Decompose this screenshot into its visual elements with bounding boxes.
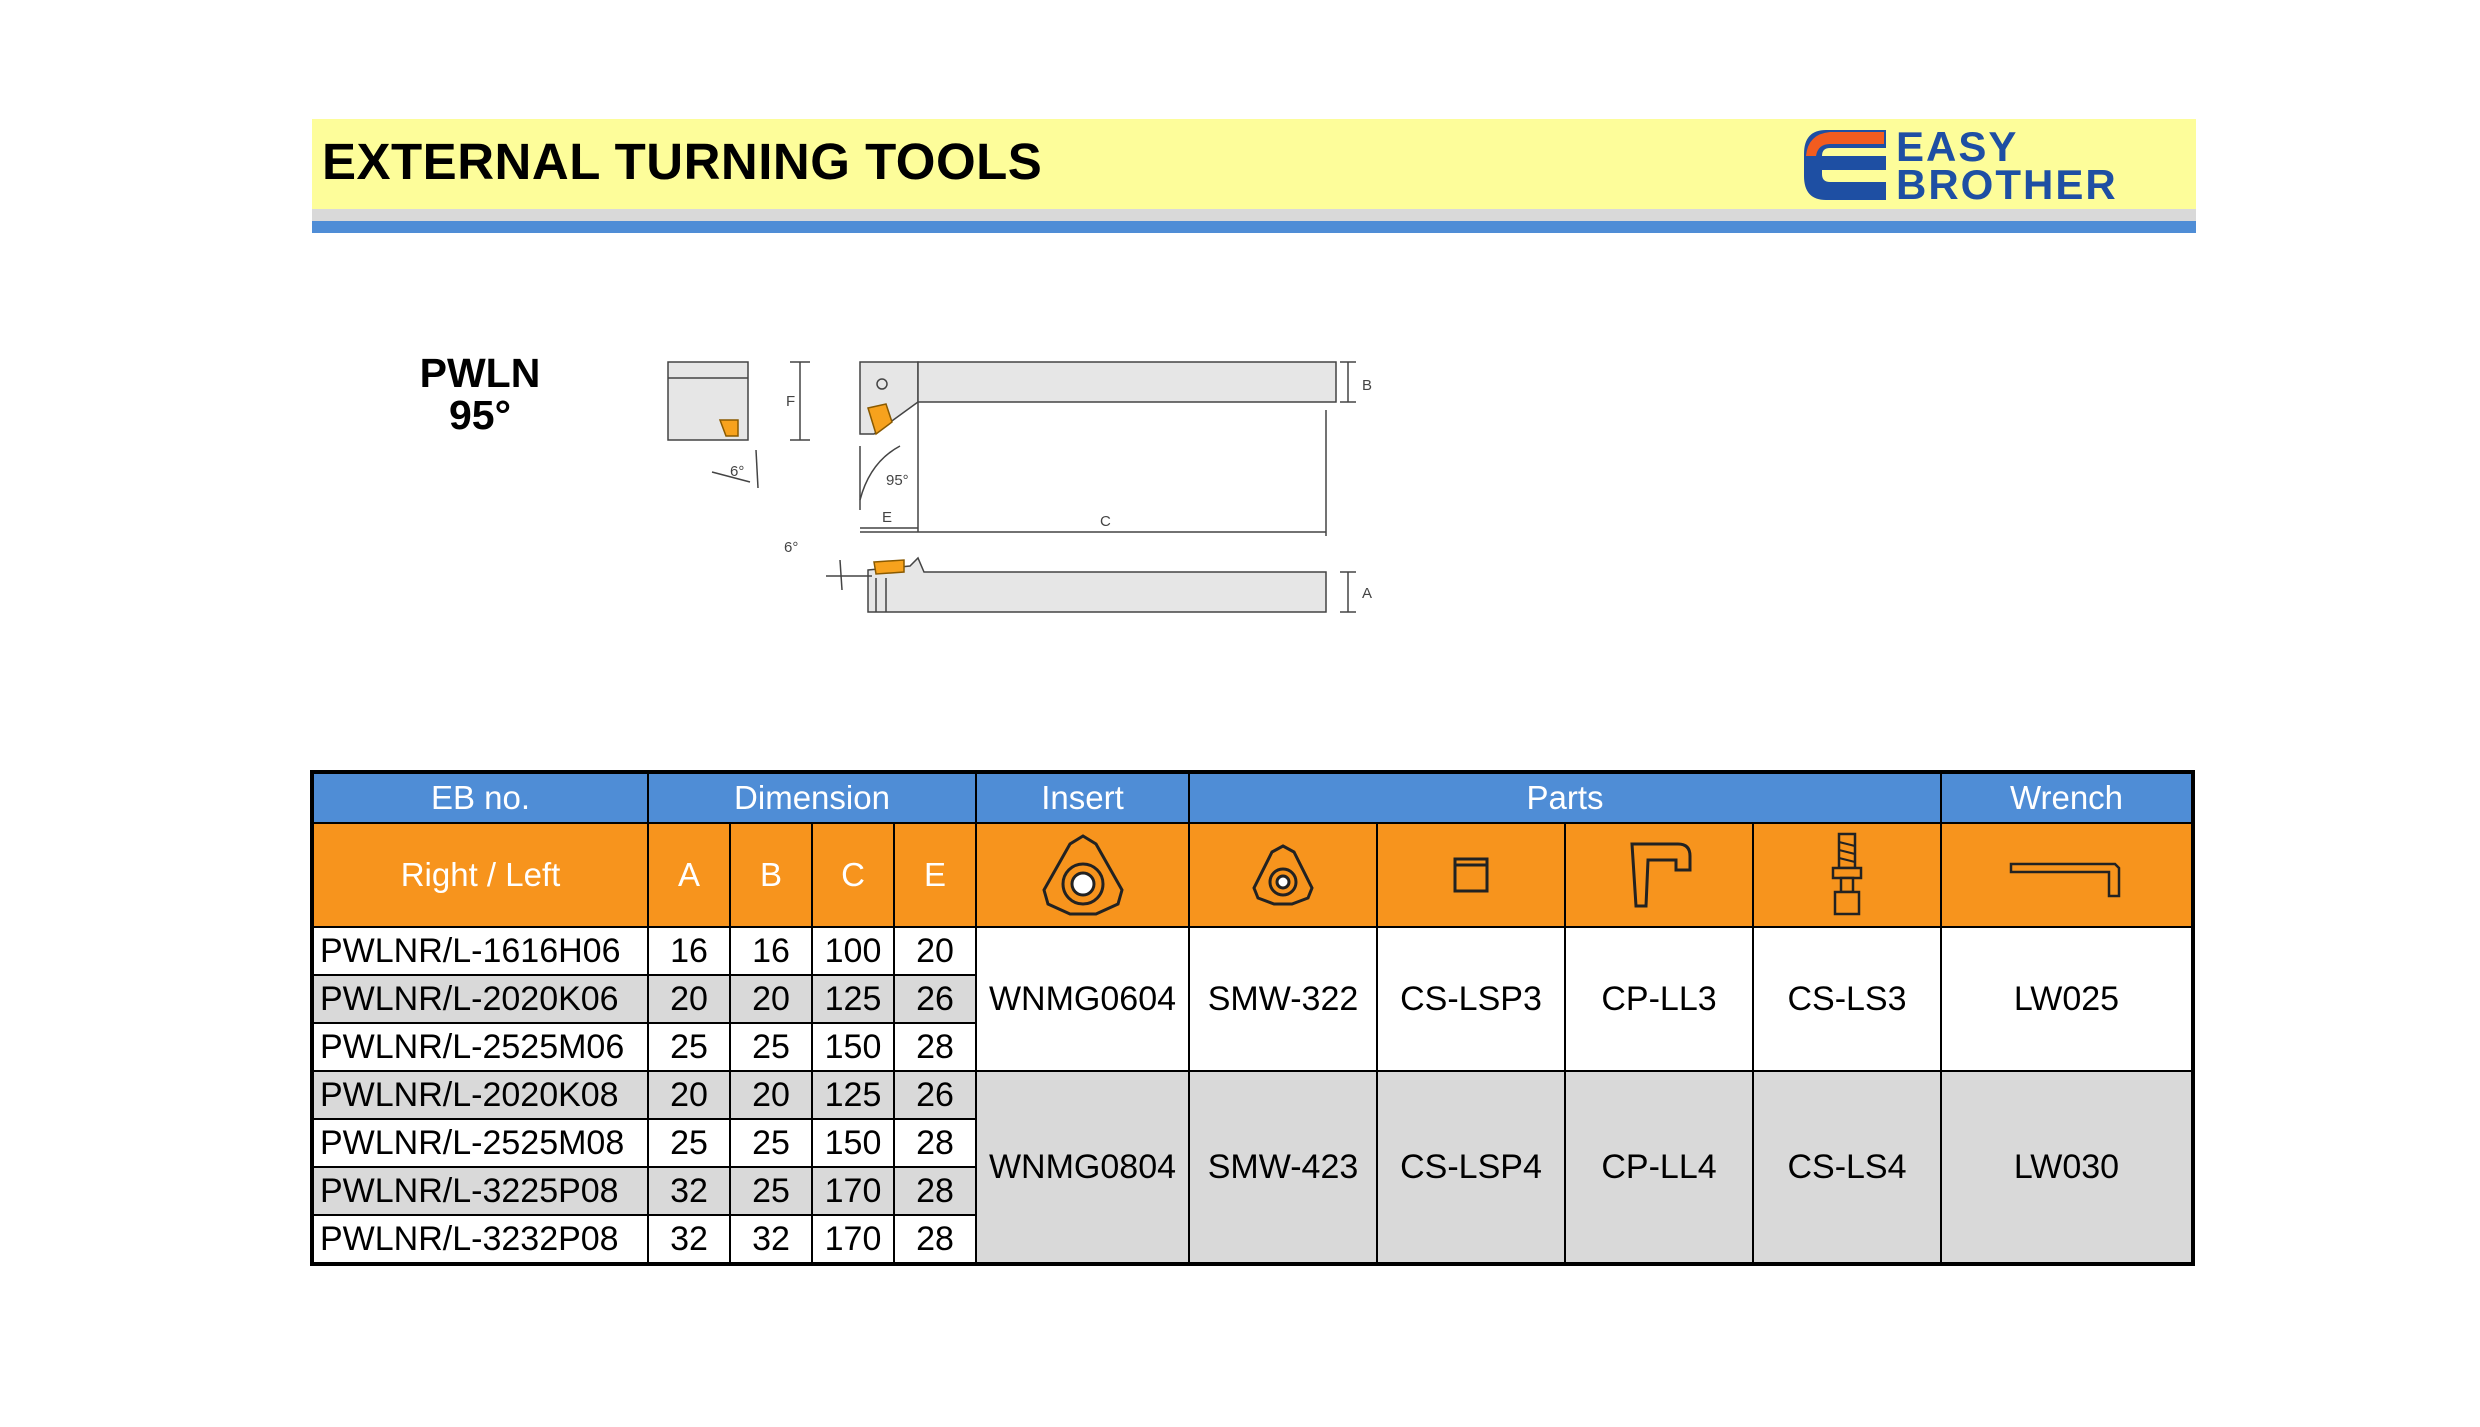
cell-b: 25 xyxy=(730,1119,812,1167)
cell-e: 28 xyxy=(894,1215,976,1264)
cell-a: 25 xyxy=(648,1023,730,1071)
cell-b: 25 xyxy=(730,1023,812,1071)
cell-insert: WNMG0804 xyxy=(976,1071,1189,1264)
cell-shim: SMW-423 xyxy=(1189,1071,1377,1264)
spec-table xyxy=(310,770,2195,1266)
model-angle: 95° xyxy=(448,392,511,438)
header-e: E xyxy=(894,823,976,927)
cell-a: 20 xyxy=(648,975,730,1023)
cell-model: PWLNR/L-2525M06 xyxy=(312,1023,648,1071)
cell-e: 20 xyxy=(894,927,976,975)
cell-e: 26 xyxy=(894,1071,976,1119)
angle-label-6-side: 6° xyxy=(784,539,799,556)
header-right-left: Right / Left xyxy=(312,823,648,927)
header-eb-no: EB no. xyxy=(312,772,648,823)
cell-c: 125 xyxy=(812,975,894,1023)
header-gray-rule xyxy=(312,209,2196,221)
cell-b: 16 xyxy=(730,927,812,975)
cell-model: PWLNR/L-1616H06 xyxy=(312,927,648,975)
cell-e: 28 xyxy=(894,1119,976,1167)
cell-a: 20 xyxy=(648,1071,730,1119)
header-a: A xyxy=(648,823,730,927)
cell-c: 170 xyxy=(812,1167,894,1215)
cell-c: 170 xyxy=(812,1215,894,1264)
header-b: B xyxy=(730,823,812,927)
cell-c: 125 xyxy=(812,1071,894,1119)
shim-screw-icon xyxy=(1377,823,1565,927)
cell-shim: SMW-322 xyxy=(1189,927,1377,1071)
dim-label-a: A xyxy=(1362,585,1373,602)
table-header-row-top xyxy=(312,772,2193,823)
cell-b: 32 xyxy=(730,1215,812,1264)
cell-wrench: LW030 xyxy=(1941,1071,2193,1264)
cell-shim-screw: CS-LSP3 xyxy=(1377,927,1565,1071)
dim-label-b: B xyxy=(1362,377,1373,394)
cell-e: 28 xyxy=(894,1167,976,1215)
tool-holder-drawing xyxy=(660,350,1390,650)
angle-label-95: 95° xyxy=(886,472,909,489)
logo-text-easy: EASY xyxy=(1896,123,2019,170)
cell-shim-screw: CS-LSP4 xyxy=(1377,1071,1565,1264)
cell-clamp-screw: CS-LS4 xyxy=(1753,1071,1941,1264)
insert-icon xyxy=(976,823,1189,927)
hex-wrench-icon xyxy=(1941,823,2193,927)
model-name: PWLN xyxy=(419,350,541,396)
header-wrench: Wrench xyxy=(1941,772,2193,823)
shim-icon xyxy=(1189,823,1377,927)
cell-clamp: CP-LL3 xyxy=(1565,927,1753,1071)
logo-mark-icon xyxy=(1800,126,1890,204)
header-insert: Insert xyxy=(976,772,1189,823)
cell-model: PWLNR/L-3232P08 xyxy=(312,1215,648,1264)
logo-text-brother: BROTHER xyxy=(1896,161,2118,208)
brand-logo xyxy=(1800,123,2190,208)
cell-a: 32 xyxy=(648,1167,730,1215)
dim-label-c: C xyxy=(1100,513,1111,530)
cell-model: PWLNR/L-2525M08 xyxy=(312,1119,648,1167)
header-blue-rule xyxy=(312,221,2196,233)
cell-c: 150 xyxy=(812,1119,894,1167)
cell-a: 32 xyxy=(648,1215,730,1264)
clamp-screw-icon xyxy=(1753,823,1941,927)
cell-e: 26 xyxy=(894,975,976,1023)
cell-clamp: CP-LL4 xyxy=(1565,1071,1753,1264)
angle-label-6-top: 6° xyxy=(730,463,745,480)
cell-c: 150 xyxy=(812,1023,894,1071)
cell-model: PWLNR/L-2020K06 xyxy=(312,975,648,1023)
header-c: C xyxy=(812,823,894,927)
cell-insert: WNMG0604 xyxy=(976,927,1189,1071)
table-header-row-sub xyxy=(312,823,2193,927)
cell-b: 20 xyxy=(730,1071,812,1119)
cell-a: 25 xyxy=(648,1119,730,1167)
dim-label-e: E xyxy=(882,509,893,526)
page-title: EXTERNAL TURNING TOOLS xyxy=(322,133,1043,190)
table-row xyxy=(312,1071,2193,1119)
header-parts: Parts xyxy=(1189,772,1941,823)
header-dimension: Dimension xyxy=(648,772,976,823)
cell-model: PWLNR/L-3225P08 xyxy=(312,1167,648,1215)
clamp-icon xyxy=(1565,823,1753,927)
cell-e: 28 xyxy=(894,1023,976,1071)
dim-label-f: F xyxy=(786,393,796,410)
cell-a: 16 xyxy=(648,927,730,975)
table-row xyxy=(312,927,2193,975)
cell-c: 100 xyxy=(812,927,894,975)
cell-model: PWLNR/L-2020K08 xyxy=(312,1071,648,1119)
cell-clamp-screw: CS-LS3 xyxy=(1753,927,1941,1071)
cell-b: 25 xyxy=(730,1167,812,1215)
cell-wrench: LW025 xyxy=(1941,927,2193,1071)
cell-b: 20 xyxy=(730,975,812,1023)
